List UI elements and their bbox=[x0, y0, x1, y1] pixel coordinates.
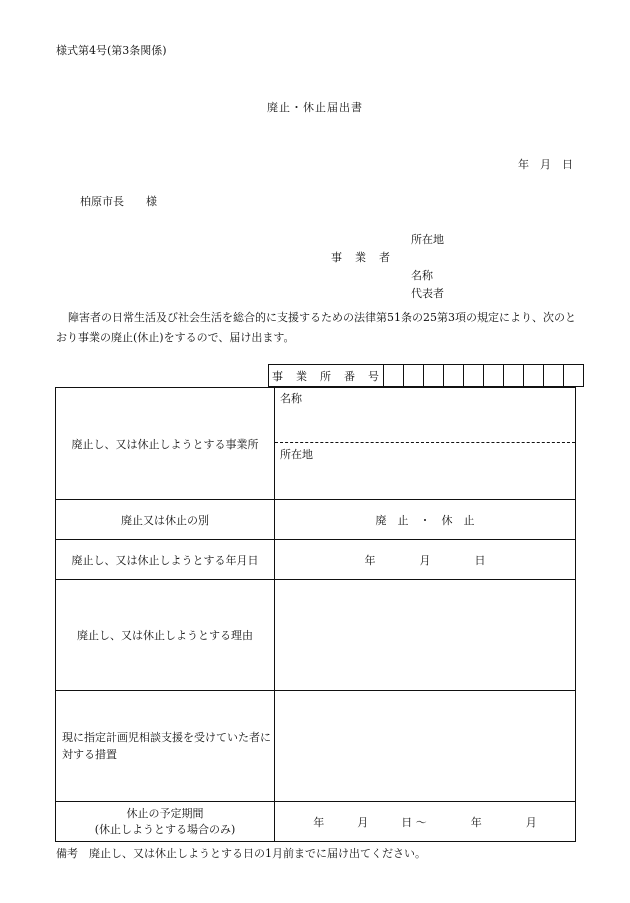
office-number-digit bbox=[464, 365, 484, 387]
office-number-digit bbox=[444, 365, 464, 387]
reason-field bbox=[275, 580, 576, 691]
office-number-digit bbox=[404, 365, 424, 387]
office-number-digit bbox=[424, 365, 444, 387]
facility-address-label: 所在地 bbox=[280, 448, 313, 461]
document-title: 廃止・休止届出書 bbox=[267, 101, 363, 114]
office-number-digit bbox=[504, 365, 524, 387]
type-label: 廃止又は休止の別 bbox=[56, 500, 275, 540]
applicant-name-label: 名称 bbox=[411, 269, 433, 282]
office-number-digit bbox=[384, 365, 404, 387]
period-label-line-1: 休止の予定期間 bbox=[126, 806, 204, 820]
measures-row bbox=[56, 691, 576, 802]
form-number: 様式第4号(第3条関係) bbox=[56, 44, 167, 57]
office-number-table bbox=[268, 364, 584, 387]
office-number-label: 事 業 所 番 号 bbox=[269, 365, 384, 387]
submission-date: 年 月 日 bbox=[518, 158, 573, 171]
period-label bbox=[56, 802, 275, 842]
applicant-address-label: 所在地 bbox=[411, 233, 444, 246]
reason-label: 廃止し、又は休止しようとする理由 bbox=[56, 580, 275, 691]
body-text: 障害者の日常生活及び社会生活を総合的に支援するための法律第51条の25第3項の規定により、次のとおり事業の廃止(休止)をするので、届け出ます。 bbox=[56, 311, 576, 344]
office-number-digit bbox=[524, 365, 544, 387]
facility-row bbox=[56, 388, 576, 500]
type-row bbox=[56, 500, 576, 540]
office-number-digit bbox=[564, 365, 584, 387]
date-row bbox=[56, 540, 576, 580]
footnote: 備考 廃止し、又は休止しようとする日の1月前までに届け出てください。 bbox=[56, 847, 426, 860]
facility-label: 廃止し、又は休止しようとする事業所 bbox=[56, 388, 275, 500]
facility-name-label: 名称 bbox=[280, 392, 302, 405]
period-row bbox=[56, 802, 576, 842]
measures-field bbox=[275, 691, 576, 802]
applicant-operator-label: 事 業 者 bbox=[331, 251, 391, 264]
applicant-representative-label: 代表者 bbox=[411, 287, 444, 300]
main-form-table bbox=[55, 387, 576, 842]
reason-row bbox=[56, 580, 576, 691]
office-number-digit bbox=[544, 365, 564, 387]
facility-cell bbox=[275, 388, 576, 500]
period-label-line-2: (休止しようとする場合のみ) bbox=[94, 822, 236, 836]
date-label: 廃止し、又は休止しようとする年月日 bbox=[56, 540, 275, 580]
type-value: 廃 止 ・ 休 止 bbox=[275, 500, 576, 540]
date-value: 年 月 日 bbox=[275, 540, 576, 580]
addressee: 柏原市長 様 bbox=[80, 195, 157, 208]
measures-label: 現に指定計画児相談支援を受けていた者に対する措置 bbox=[56, 691, 275, 802]
dashed-divider bbox=[275, 442, 575, 443]
office-number-digit bbox=[484, 365, 504, 387]
period-value: 年 月 日 〜 年 月 bbox=[275, 802, 576, 842]
